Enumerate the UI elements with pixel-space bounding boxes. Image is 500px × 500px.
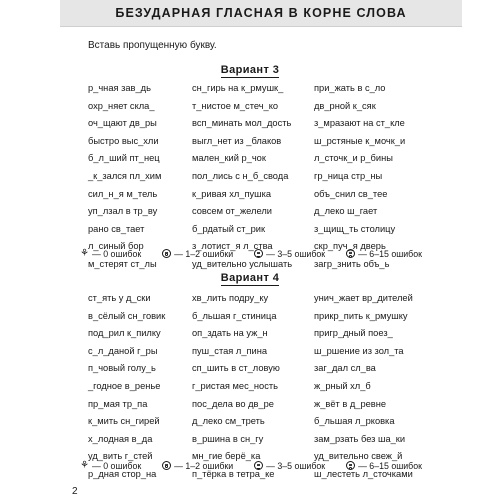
smile-icon	[162, 249, 171, 258]
exercise-item: пуш_стая л_пина	[192, 345, 268, 356]
legend-text: — 3–5 ошибок	[266, 248, 326, 259]
exercise-item: ж_вёт в д_ревне	[314, 398, 387, 409]
legend-item	[346, 461, 422, 471]
exercise-item: _к_зался пл_хим	[88, 170, 162, 181]
exercise-item: б_льшая л_рковка	[314, 416, 395, 427]
exercise-item: в_ршина в сн_гу	[192, 433, 264, 444]
exercise-item: хв_лить подру_ку	[192, 293, 269, 303]
exercise-item: х_лодная в_да	[88, 433, 153, 444]
exercise-item: ш_лестеть л_сточками	[314, 468, 413, 479]
exercise-item: б_льшая г_стиница	[192, 310, 277, 321]
exercise-item: к_мить сн_гирей	[88, 416, 160, 427]
legend-text: — 0 ошибок	[91, 248, 142, 259]
exercise-item: пр_мая тр_па	[88, 398, 148, 409]
exercise-item: р_чная зав_дь	[88, 83, 151, 93]
exercise-item: д_леко ш_гает	[314, 206, 378, 217]
exercise-item: рано св_тает	[88, 223, 145, 234]
exercise-item: уд_вительно свеж_й	[314, 451, 403, 462]
exercise-item: заг_дал сл_ва	[314, 363, 376, 374]
variant-3-title-text: Вариант 3	[220, 64, 280, 76]
legend-text: — 3–5 ошибок	[266, 460, 326, 471]
exercise-item: совсем от_желели	[192, 206, 272, 217]
exercise-item: б_рдатый ст_рик	[192, 223, 266, 234]
exercise-item: п_тёрка в тетра_ке	[192, 468, 275, 479]
legend-text: — 1–2 ошибки	[174, 248, 234, 259]
exercise-item: ш_ршение из зол_та	[314, 345, 404, 356]
legend-text: — 6–15 ошибок	[358, 460, 422, 471]
exercise-item: ш_рстяные к_мочк_и	[314, 135, 406, 146]
exercise-item: сп_шить в ст_ловую	[192, 363, 280, 374]
smile-icon	[162, 461, 171, 470]
exercise-item: з_лотист_я л_ства	[192, 241, 273, 252]
variant-4-title	[0, 272, 500, 286]
instruction-text: Вставь пропущенную букву.	[88, 40, 217, 51]
exercise-item: з_щищ_ть столицу	[314, 223, 396, 234]
neutral-face-icon	[254, 249, 263, 258]
exercise-item: г_ристая мес_ность	[192, 380, 278, 391]
header-banner	[60, 0, 462, 27]
exercise-item: т_нистое м_стеч_ко	[192, 100, 279, 111]
legend-item	[346, 249, 422, 259]
exercise-item: уд_вить г_стей	[88, 451, 153, 462]
medal-icon: ⚘	[80, 460, 89, 471]
legend-item	[162, 249, 233, 259]
legend-item	[80, 248, 141, 259]
exercise-item: в_сёлый сн_говик	[88, 310, 166, 321]
exercise-item: дв_рной к_сяк	[314, 100, 376, 111]
legend-text: — 0 ошибок	[91, 460, 142, 471]
variant-4-exercise-grid	[88, 290, 418, 484]
exercise-item: уд_вительно услышать	[192, 258, 293, 269]
exercise-item: з_мразают на ст_кле	[314, 118, 405, 129]
exercise-item: при_жать в с_ло	[314, 83, 386, 93]
exercise-item: пос_дела во дв_ре	[192, 398, 274, 409]
exercise-item: уп_лзал в тр_ву	[88, 206, 158, 217]
exercise-item: быстро выс_хли	[88, 135, 159, 146]
page-title: БЕЗУДАРНАЯ ГЛАСНАЯ В КОРНЕ СЛОВА	[115, 6, 407, 20]
exercise-item: пригр_дный поез_	[314, 328, 393, 339]
exercise-item: мален_кий р_чок	[192, 153, 266, 164]
exercise-item: под_рил к_пилку	[88, 328, 161, 339]
exercise-item: л_сточк_и р_бины	[314, 153, 393, 164]
page-number: 2	[72, 486, 78, 497]
exercise-item: сил_н_я м_тель	[88, 188, 158, 199]
sad-face-icon	[346, 461, 355, 470]
variant-4-legend	[80, 460, 422, 471]
neutral-face-icon	[254, 461, 263, 470]
exercise-item: л_синый бор	[88, 241, 144, 252]
exercise-item: оч_щают дв_ры	[88, 118, 157, 129]
exercise-item: скр_пуч_я дверь	[314, 241, 386, 252]
legend-text: — 6–15 ошибок	[358, 248, 422, 259]
legend-text: — 1–2 ошибки	[174, 460, 234, 471]
exercise-item: объ_снил св_тее	[314, 188, 388, 199]
exercise-item: сн_гирь на к_рмушк_	[192, 83, 284, 93]
exercise-item: гр_ница стр_ны	[314, 170, 383, 181]
variant-3-title	[0, 64, 500, 78]
exercise-item: мн_гие берё_ка	[192, 451, 261, 462]
legend-item	[254, 249, 325, 259]
exercise-item: б_л_ший пт_нец	[88, 153, 160, 164]
exercise-item: ж_рный хл_б	[314, 380, 371, 391]
exercise-item: всп_минать мол_дость	[192, 118, 292, 129]
legend-item	[162, 461, 233, 471]
sad-face-icon	[346, 249, 355, 258]
exercise-item: зам_рзать без ша_ки	[314, 433, 406, 444]
legend-item	[80, 460, 141, 471]
exercise-item: д_леко см_треть	[192, 416, 265, 427]
exercise-item: м_стерят ст_лы	[88, 258, 157, 269]
exercise-item: пол_лись с н_б_свода	[192, 170, 289, 181]
variant-3-legend	[80, 248, 422, 259]
exercise-item: выгл_нет из _блаков	[192, 135, 282, 146]
exercise-item: охр_няет скла_	[88, 100, 155, 111]
exercise-item: _годное в_ренье	[88, 380, 161, 391]
exercise-item: прикр_пить к_рмушку	[314, 310, 408, 321]
exercise-item: с_л_даной г_ры	[88, 345, 158, 356]
exercise-item: загр_знить объ_ь	[314, 258, 390, 269]
exercise-item: к_ривая хл_пушка	[192, 188, 272, 199]
exercise-item: ст_ять у д_ски	[88, 293, 151, 303]
exercise-item: оп_здать на уж_н	[192, 328, 268, 339]
exercise-item: п_човый голу_ь	[88, 363, 156, 374]
variant-4-title-text: Вариант 4	[220, 272, 280, 284]
variant-3-exercise-grid	[88, 80, 418, 274]
exercise-item: р_дная стор_на	[88, 468, 157, 479]
medal-icon: ⚘	[80, 248, 89, 259]
exercise-item: унич_жает вр_дителей	[314, 293, 413, 303]
legend-item	[254, 461, 325, 471]
